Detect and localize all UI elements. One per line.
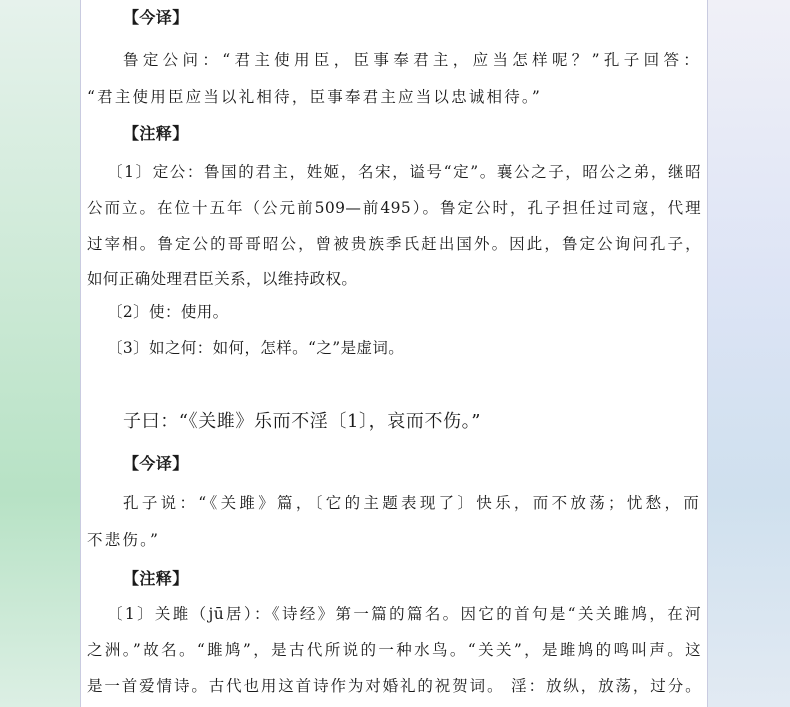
- translation-line: 孔子说：“《关雎》篇，〔它的主题表现了〕快乐，而不放荡；忧愁，而: [123, 494, 701, 512]
- note-line: 〔1〕关雎（jū居）：《诗经》第一篇的篇名。因它的首句是“关关雎鸠，在河: [107, 605, 701, 623]
- translation-heading: 【今译】: [123, 8, 189, 27]
- background-right-panel: [708, 0, 790, 707]
- translation-line: “君主使用臣应当以礼相待，臣事奉君主应当以忠诚相待。”: [87, 88, 542, 106]
- translation-line: 鲁定公问：“君主使用臣，臣事奉君主，应当怎样呢？”孔子回答：: [123, 51, 701, 69]
- note-line: 是一首爱情诗。古代也用这首诗作为对婚礼的祝贺词。 淫：放纵，放荡，过分。: [87, 677, 701, 695]
- notes-heading: 【注释】: [123, 124, 189, 143]
- note-line: 过宰相。鲁定公的哥哥昭公，曾被贵族季氏赶出国外。因此，鲁定公询问孔子，: [87, 235, 701, 253]
- note-line: 〔2〕使：使用。: [107, 303, 229, 321]
- note-line: 〔3〕如之何：如何，怎样。“之”是虚词。: [107, 339, 405, 357]
- note-line: 如何正确处理君臣关系，以维持政权。: [87, 270, 358, 288]
- notes-heading: 【注释】: [123, 569, 189, 588]
- note-line: 〔1〕定公：鲁国的君主，姓姬，名宋，谥号“定”。襄公之子，昭公之弟，继昭: [107, 163, 701, 181]
- translation-line: 不悲伤。”: [87, 531, 161, 549]
- note-line: 之洲。”故名。“雎鸠”，是古代所说的一种水鸟。“关关”，是雎鸠的鸣叫声。这: [87, 641, 701, 659]
- book-page: [80, 0, 708, 707]
- translation-heading: 【今译】: [123, 454, 189, 473]
- analects-quote: 子曰：“《关雎》乐而不淫〔1〕，哀而不伤。”: [123, 411, 482, 432]
- background-left-panel: [0, 0, 80, 707]
- note-line: 公而立。在位十五年（公元前509—前495）。鲁定公时，孔子担任过司寇，代理: [87, 199, 701, 217]
